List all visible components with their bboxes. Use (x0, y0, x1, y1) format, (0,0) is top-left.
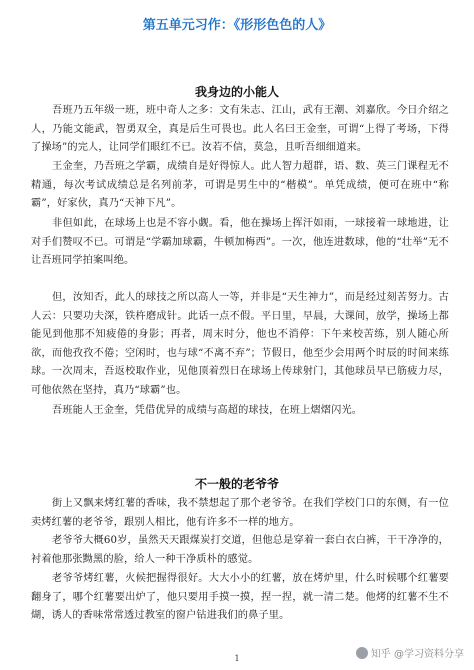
page-number: 1 (234, 654, 240, 663)
essay1-paragraph-4: 但，汝知否，此人的球技之所以高人一等，并非是“天生神力”，而是经过刻苦努力。古人云：只要功夫深，铁杵磨成针。此话一点不假。平日里，早晨，大课间，放学，操场上都能见到他那不知疲倦的身影；再者，周末时分，他也不消停：下午来校苦练，别人随心所欲，而他孜孜不倦；空闲时，也与球“不离不弃”；节假日，他至少会用两个时辰的时间来练球。一次周末，吾返校取作业，见他顶着烈日在球场上传球射门，其他球员早已筋疲力尽，可他依然在坚持，真乃“球霸”也。 (31, 292, 449, 396)
essay1-paragraph-1: 吾班乃五年级一班，班中奇人之多：文有朱志、江山，武有王潮、刘嘉欣。今日介绍之人，乃能文能武，智勇双全，真是后生可畏也。此人名曰王金奎，可谓“上得了考场，下得了操场”的完人，让同学们眼红不已。汝若不信，莫急，且听吾细细道来。 (31, 105, 449, 154)
essay1-paragraph-3: 非但如此，在球场上也是不容小觑。看，他在操场上挥汗如雨，一球接着一球地进，让对手们赞叹不已。可谓是“学霸加球霸，牛顿加梅西”。一次，他连进数球，他的“壮举”无不让吾班同学拍案叫绝。 (31, 218, 449, 267)
essay2-paragraph-3: 老爷爷烤红薯，火候把握得很好。大大小小的红薯，放在烤炉里，什么时候哪个红薯要翻身了，哪个红薯要出炉了，他只要用手摸一摸，捏一捏，就一清二楚。他烤的红薯不生不煳，诱人的香味常常透过教室的窗户钻进我们的鼻子里。 (31, 573, 449, 622)
essay2-paragraph-1: 街上又飘来烤红薯的香味，我不禁想起了那个老爷爷。在我们学校门口的东侧，有一位卖烤红薯的老爷爷，跟别人相比，他有许多不一样的地方。 (31, 498, 449, 528)
essay-title-1: 我身边的小能人 (194, 85, 279, 99)
document-title: 第五单元习作：《形形色色的人》 (142, 18, 332, 33)
essay1-paragraph-5: 吾班能人王金奎，凭借优异的成绩与高超的球技，在班上熠熠闪光。 (52, 405, 363, 416)
essay-title-2: 不一般的老爷爷 (194, 477, 279, 491)
watermark-text: 知乎 @学习资料分享 (370, 649, 464, 660)
essay1-paragraph-2: 王金奎，乃吾班之学霸，成绩自是好得惊人。此人智力超群，语、数、英三门课程无不精通，每次考试成绩总是名列前茅，可谓是男生中的“楷模”。单凭成绩，便可在班中“称霸”，好家伙，真乃“天神下凡”。 (31, 161, 449, 210)
essay2-paragraph-2: 老爷爷大概60岁，虽然天天跟煤炭打交道，但他总是穿着一套白衣白裤，干干净净的，衬着他那张黝黑的脸，给人一种干净质朴的感觉。 (31, 535, 449, 565)
